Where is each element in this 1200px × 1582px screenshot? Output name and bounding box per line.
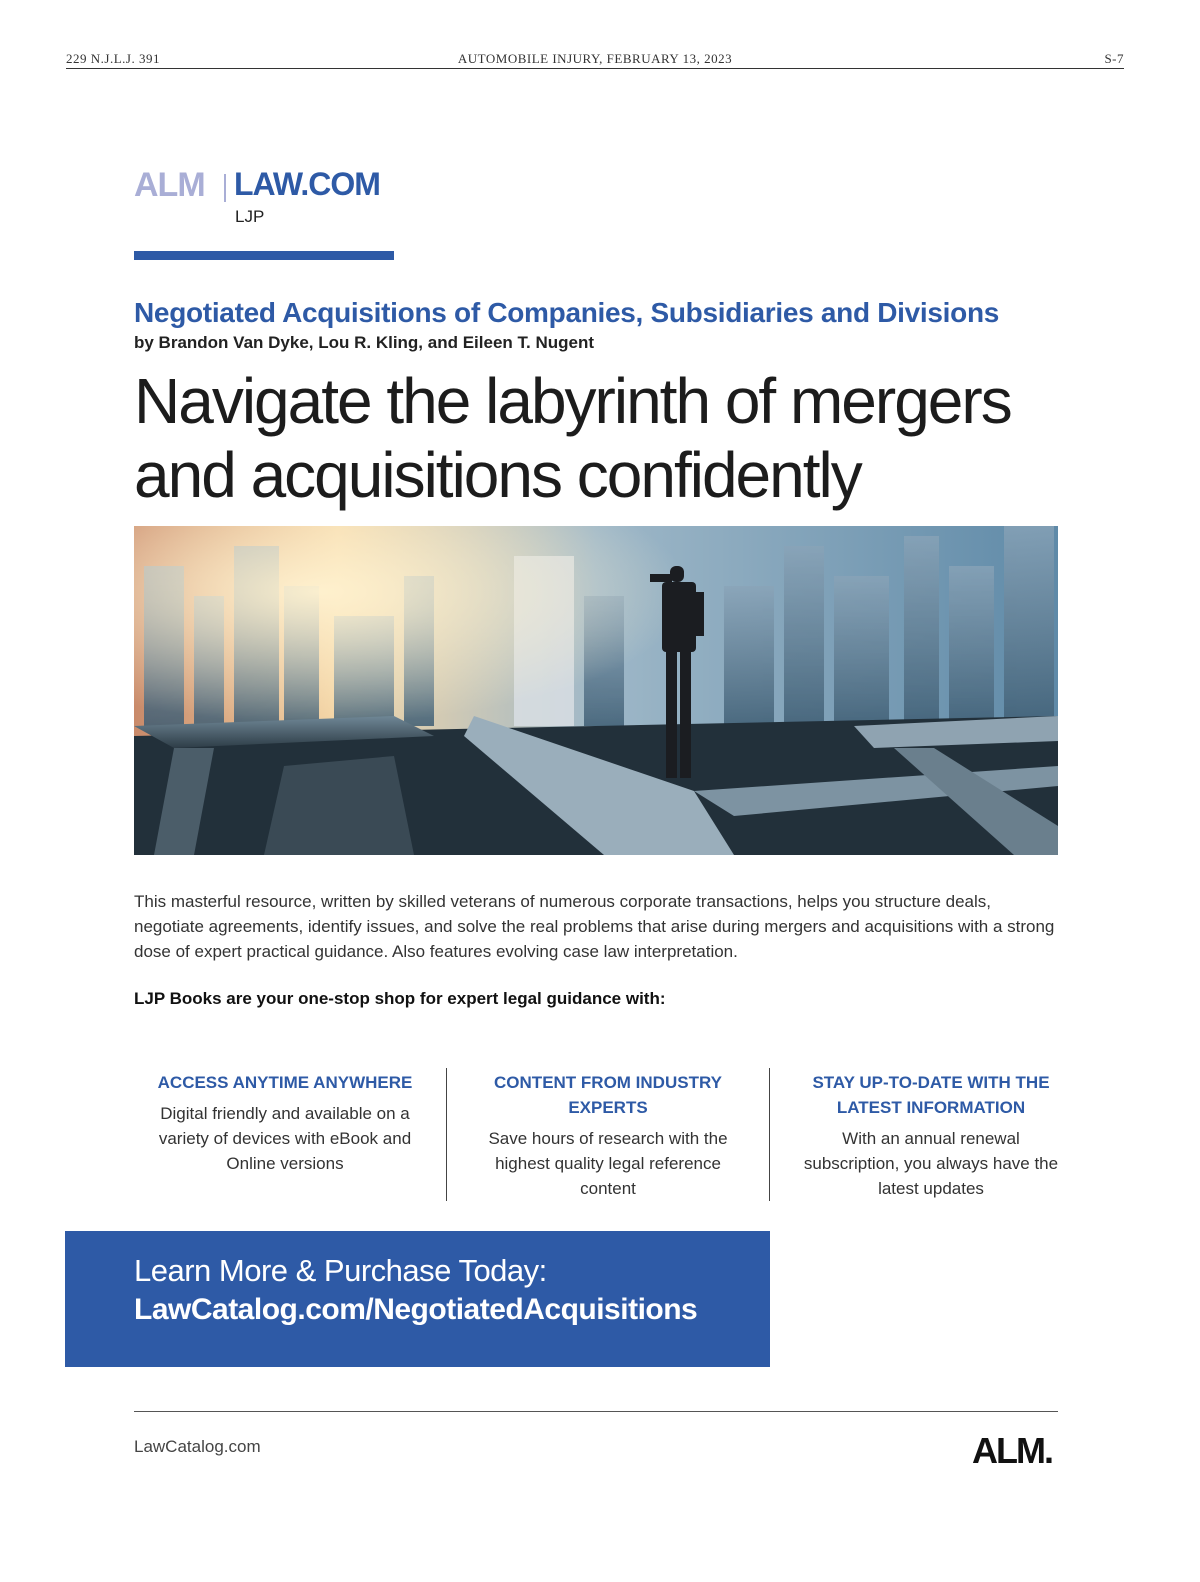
feature-text: With an annual renewal subscription, you always have the latest updates — [803, 1129, 1059, 1198]
headline: Navigate the labyrinth of mergers and acquisitions confidently — [134, 365, 1011, 511]
page-number: S-7 — [1104, 51, 1124, 66]
feature-title: STAY UP-TO-DATE WITH THE LATEST INFORMATION — [812, 1073, 1050, 1117]
feature-title: ACCESS ANYTIME ANYWHERE — [157, 1073, 413, 1092]
feature-experts — [446, 1068, 769, 1201]
purchase-banner[interactable] — [65, 1231, 770, 1367]
cta-link[interactable]: LawCatalog.com/NegotiatedAcquisitions — [134, 1293, 698, 1326]
features-row — [124, 1068, 1070, 1201]
feature-access — [124, 1068, 446, 1201]
accent-bar — [134, 251, 394, 260]
footer-divider — [134, 1411, 1058, 1412]
logo-divider — [224, 174, 226, 202]
feature-title: CONTENT FROM INDUSTRY EXPERTS — [494, 1073, 722, 1117]
alm-lawcom-logo — [134, 166, 404, 230]
cta-heading: Learn More & Purchase Today: — [134, 1253, 547, 1288]
citation: 229 N.J.L.J. 391 — [66, 51, 160, 66]
feature-text: Digital friendly and available on a variety of devices with eBook and Online versions — [158, 1104, 412, 1173]
hero-image — [134, 526, 1058, 855]
book-authors: by Brandon Van Dyke, Lou R. Kling, and Eileen T. Nugent — [134, 333, 594, 352]
feature-up-to-date — [769, 1068, 1092, 1201]
alm-logo: ALM. — [972, 1430, 1052, 1471]
book-description: This masterful resource, written by skilled veterans of numerous corporate transactions, helps you structure deals, negotiate agreements, identify issues, and solve the real problems that arise during mergers and acquisitions with a strong dose of expert practical guidance. Also features evolving case law interpretation. — [134, 892, 1055, 961]
logo-ljp: LJP — [235, 207, 265, 226]
features-lead: LJP Books are your one-stop shop for expert legal guidance with: — [134, 989, 666, 1008]
logo-alm: ALM — [134, 166, 205, 204]
feature-text: Save hours of research with the highest quality legal reference content — [488, 1129, 728, 1198]
running-header — [66, 50, 1124, 69]
book-title: Negotiated Acquisitions of Companies, Subsidiaries and Divisions — [134, 297, 1000, 328]
logo-lawcom: LAW.COM — [234, 166, 380, 202]
section-title: AUTOMOBILE INJURY, FEBRUARY 13, 2023 — [457, 51, 733, 66]
footer-site-link[interactable]: LawCatalog.com — [134, 1437, 261, 1456]
